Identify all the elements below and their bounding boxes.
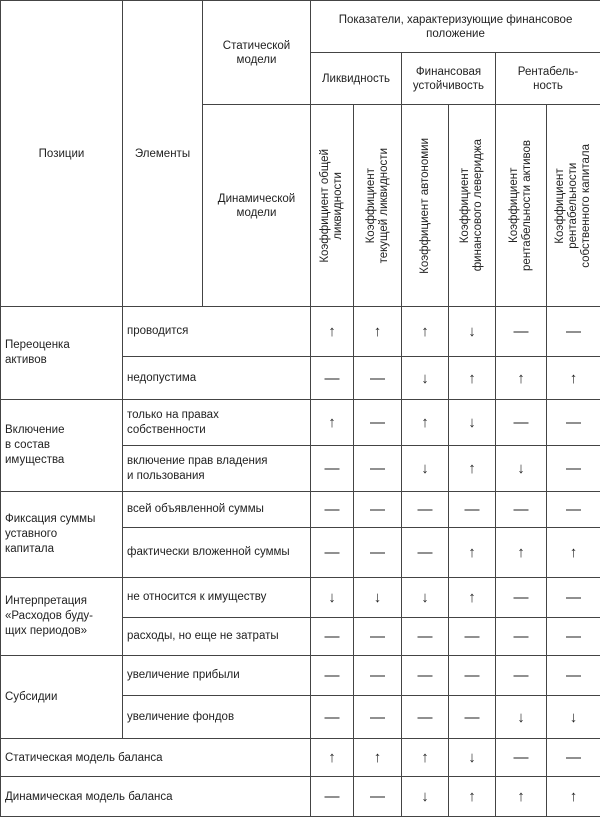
value-cell: — [496,739,547,777]
value-cell: ↓ [449,307,496,357]
element-cell: всей объявленной суммы [123,492,311,528]
value-cell: ↑ [354,739,402,777]
value-cell: — [354,777,402,817]
value-cell: ↑ [449,578,496,618]
value-cell: — [311,357,354,400]
col-header-text: Коэффициент рентабельности собственного капитала [554,143,593,268]
value-cell: — [449,618,496,656]
value-cell: ↓ [449,739,496,777]
col-header-text: Коэффициент рентабельности активов [508,140,533,271]
value-cell: — [402,696,449,739]
value-cell: — [354,656,402,696]
value-cell: — [402,492,449,528]
col-header [311,105,354,307]
value-cell: — [354,400,402,446]
value-cell: ↑ [402,307,449,357]
model-row-label: Статическая модель баланса [1,739,311,777]
value-cell: — [547,446,600,492]
element-cell: не относится к имуществу [123,578,311,618]
position-cell: Включение в состав имущества [1,400,123,492]
header-dynamic-model: Динамической модели [203,105,311,307]
position-cell: Субсидии [1,656,123,739]
value-cell: — [354,696,402,739]
group-profitability: Рентабель- ность [496,53,600,105]
element-cell: включение прав владения и пользования [123,446,311,492]
value-cell: ↓ [496,446,547,492]
value-cell: ↑ [547,357,600,400]
value-cell: — [496,578,547,618]
value-cell: ↑ [547,528,600,578]
value-cell: — [311,446,354,492]
col-header [547,105,600,307]
element-cell: недопустима [123,357,311,400]
value-cell: — [449,696,496,739]
element-cell: увеличение прибыли [123,656,311,696]
value-cell: ↑ [449,528,496,578]
value-cell: ↑ [402,739,449,777]
value-cell: — [402,528,449,578]
value-cell: — [402,618,449,656]
header-indicators: Показатели, характеризующие финансовое положение [311,1,600,53]
value-cell: ↑ [354,307,402,357]
value-cell: ↑ [311,307,354,357]
value-cell: ↑ [311,400,354,446]
col-header [354,105,402,307]
value-cell: — [547,578,600,618]
value-cell: — [496,492,547,528]
model-row-label: Динамическая модель баланса [1,777,311,817]
value-cell: — [311,528,354,578]
value-cell: — [496,656,547,696]
value-cell: ↓ [449,400,496,446]
value-cell: — [449,656,496,696]
value-cell: ↑ [402,400,449,446]
value-cell: ↓ [311,578,354,618]
value-cell: — [354,446,402,492]
col-header-text: Коэффициент текущей ликвидности [364,147,390,264]
position-cell: Интерпретация «Расходов буду- щих периодов» [1,578,123,656]
col-header-text: Коэффициент финансового левериджа [459,139,484,272]
value-cell: ↓ [402,446,449,492]
value-cell: — [547,618,600,656]
element-cell: увеличение фондов [123,696,311,739]
element-cell: расходы, но еще не затраты [123,618,311,656]
value-cell: ↑ [496,357,547,400]
value-cell: — [311,696,354,739]
value-cell: — [496,307,547,357]
value-cell: — [496,618,547,656]
header-static-model: Статической модели [203,1,311,105]
header-elements: Элементы [123,1,203,307]
value-cell: — [354,357,402,400]
value-cell: ↑ [449,357,496,400]
value-cell: — [311,492,354,528]
group-liquidity: Ликвидность [311,53,402,105]
value-cell: — [547,656,600,696]
value-cell: — [547,492,600,528]
value-cell: ↑ [311,739,354,777]
element-cell: проводится [123,307,311,357]
group-stability: Финансовая устойчивость [402,53,496,105]
value-cell: ↓ [402,777,449,817]
value-cell: — [547,307,600,357]
position-cell: Переоценка активов [1,307,123,400]
value-cell: — [311,656,354,696]
element-cell: фактически вложенной суммы [123,528,311,578]
value-cell: — [311,777,354,817]
value-cell: — [496,400,547,446]
value-cell: ↑ [449,446,496,492]
position-cell: Фиксация суммы уставного капитала [1,492,123,578]
col-header [496,105,547,307]
value-cell: ↓ [547,696,600,739]
value-cell: — [402,656,449,696]
col-header-text: Коэффициент общей ликвидности [319,148,344,263]
col-header [449,105,496,307]
value-cell: — [547,400,600,446]
value-cell: ↑ [547,777,600,817]
col-header-text: Коэффициент автономии [418,137,431,274]
value-cell: — [354,528,402,578]
value-cell: — [547,739,600,777]
value-cell: ↓ [402,578,449,618]
value-cell: ↑ [496,528,547,578]
value-cell: ↑ [496,777,547,817]
header-positions: Позиции [1,1,123,307]
value-cell: — [311,618,354,656]
value-cell: ↓ [354,578,402,618]
col-header [402,105,449,307]
value-cell: — [354,618,402,656]
value-cell: — [449,492,496,528]
value-cell: ↓ [402,357,449,400]
value-cell: — [354,492,402,528]
value-cell: ↓ [496,696,547,739]
element-cell: только на правах собственности [123,400,311,446]
value-cell: ↑ [449,777,496,817]
